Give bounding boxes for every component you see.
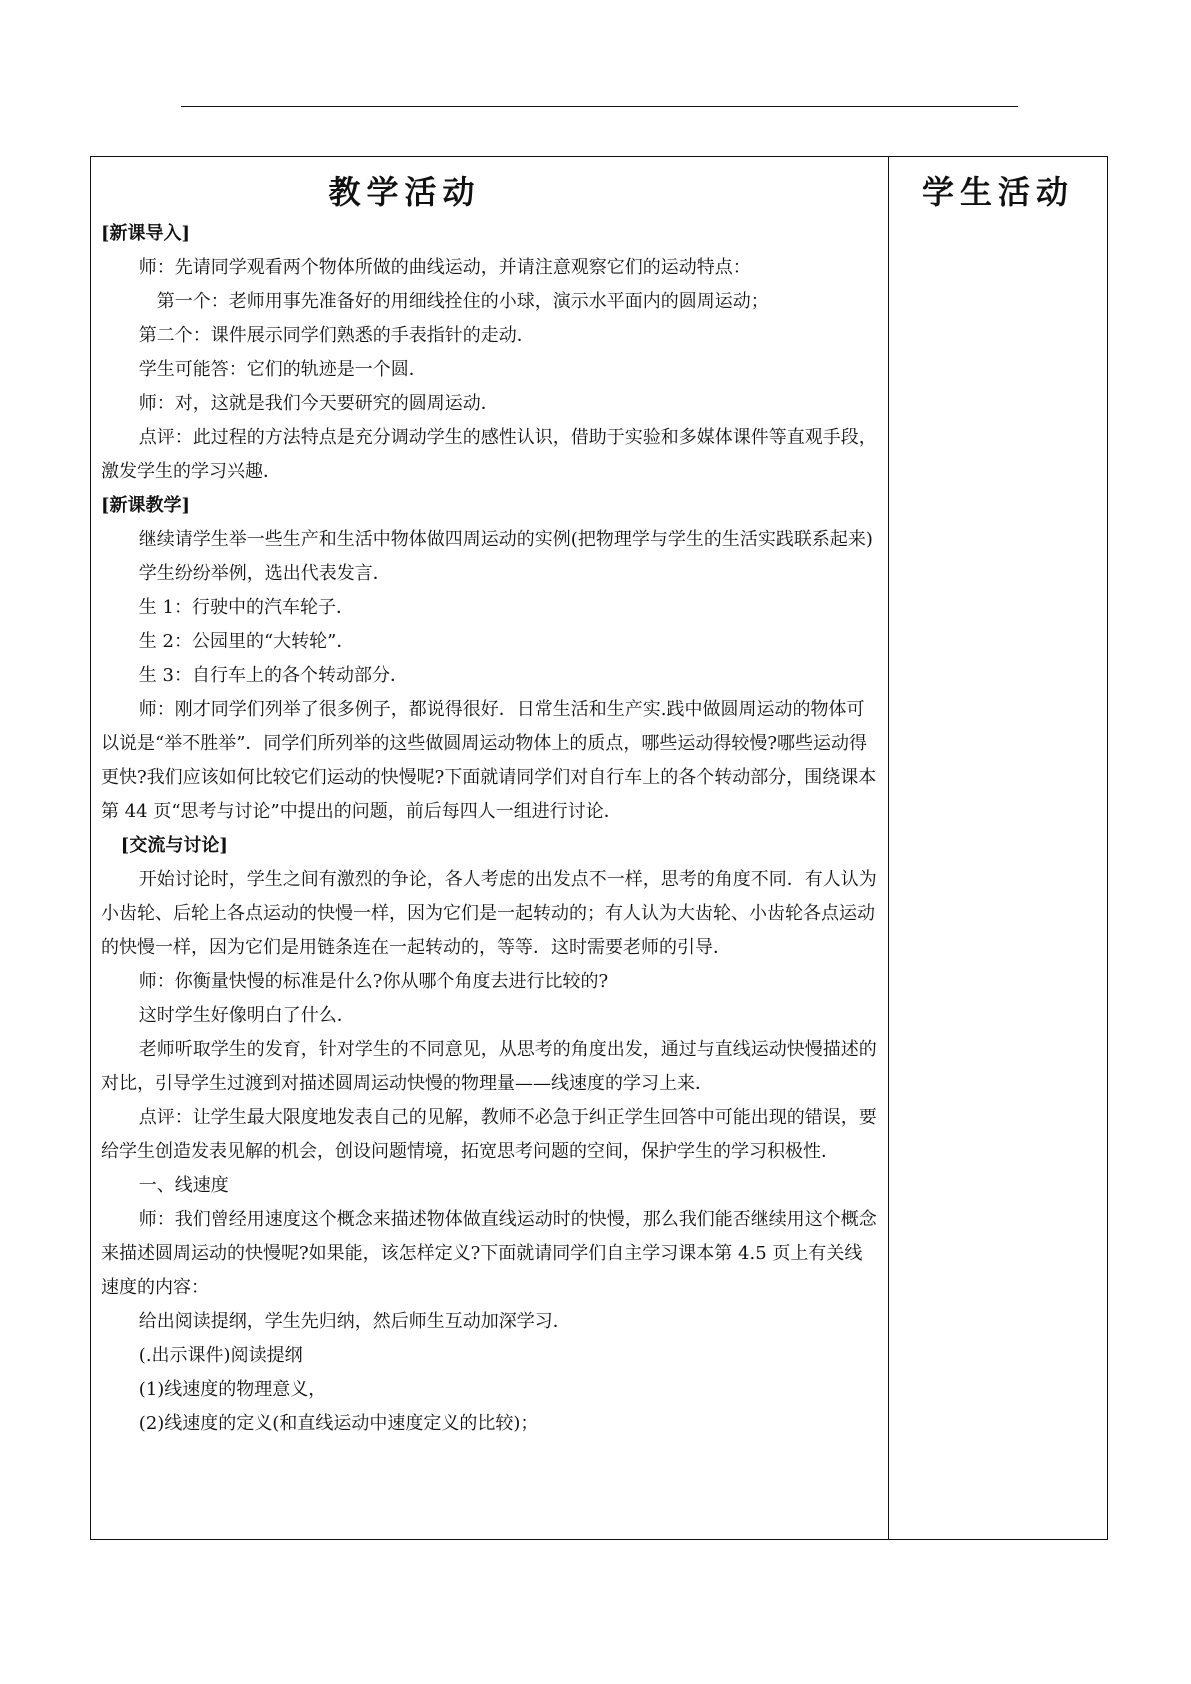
paragraph: 老师听取学生的发育，针对学生的不同意见，从思考的角度出发，通过与直线运动快慢描述的对比，引导学生过渡到对描述圆周运动快慢的物理量——线速度的学习上来． [101,1039,877,1094]
teacher-activity-text [91,217,888,1441]
teacher-activity-heading: 教学活动 [328,173,481,211]
paragraph: (1)线速度的物理意义， [138,1379,327,1400]
paragraph: 一、线速度 [138,1175,229,1196]
lesson-table [90,156,1108,1540]
paragraph: (2)线速度的定义(和直线运动中速度定义的比较)； [138,1413,539,1434]
student-activity-heading: 学生活动 [921,173,1074,211]
paragraph: 师：先请同学观看两个物体所做的曲线运动，并请注意观察它们的运动特点： [138,257,751,278]
paragraph: 学生可能答：它们的轨迹是一个圆． [138,359,427,380]
paragraph: 师：刚才同学们列举了很多例子，都说得很好．日常生活和生产实.践中做圆周运动的物体可以说是“举不胜举”．同学们所列举的这些做圆周运动物体上的质点，哪些运动得较慢?哪些运动得更快?我们应该如何比较它们运动的快慢呢?下面就请同学们对自行车上的各个转动部分，围绕课本第 44 页“思考与讨论”中提出的问题，前后每四人一组进行讨论． [101,699,877,822]
paragraph: 给出阅读提纲，学生先归纳，然后师生互动加深学习． [138,1311,571,1332]
paragraph: (.出示课件)阅读提纲 [138,1345,303,1366]
paragraph: 生 2：公园里的“大转轮”． [138,631,355,652]
paragraph: 师：我们曾经用速度这个概念来描述物体做直线运动时的快慢，那么我们能否继续用这个概念来描述圆周运动的快慢呢?如果能，该怎样定义?下面就请同学们自主学习课本第 4.5 页上有关线速度的内容： [101,1209,877,1298]
paragraph: 第二个：课件展示同学们熟悉的手表指针的走动． [138,325,535,346]
student-activity-column [889,157,1108,1540]
paragraph: 生 1：行驶中的汽车轮子． [138,597,354,618]
section-heading: [新课导入] [101,223,191,244]
paragraph: 这时学生好像明白了什么． [138,1005,355,1026]
paragraph: 继续请学生举一些生产和生活中物体做四周运动的实例(把物理学与学生的生活实践联系起来) [138,529,873,550]
teacher-activity-column [91,157,889,1540]
section-heading: [新课教学] [101,495,191,516]
section-heading: [交流与讨论] [120,835,228,856]
paragraph: 师：你衡量快慢的标准是什么?你从哪个角度去进行比较的? [138,971,609,992]
paragraph: 开始讨论时，学生之间有激烈的争论，各人考虑的出发点不一样，思考的角度不同．有人认为小齿轮、后轮上各点运动的快慢一样，因为它们是一起转动的；有人认为大齿轮、小齿轮各点运动的快慢一样，因为它们是用链条连在一起转动的，等等．这时需要老师的引导． [101,869,877,958]
paragraph: 点评：让学生最大限度地发表自己的见解，教师不必急于纠正学生回答中可能出现的错误，要给学生创造发表见解的机会，创设问题情境，拓宽思考问题的空间，保护学生的学习积极性． [101,1107,877,1162]
header-rule [181,106,1018,107]
paragraph: 生 3：自行车上的各个转动部分． [138,665,408,686]
paragraph: 第一个：老师用事先准备好的用细线拴住的小球，演示水平面内的圆周运动； [156,291,769,312]
paragraph: 学生纷纷举例，选出代表发言． [138,563,391,584]
paragraph: 点评：此过程的方法特点是充分调动学生的感性认识，借助于实验和多媒体课件等直观手段，激发学生的学习兴趣． [101,427,877,482]
paragraph: 师：对，这就是我们今天要研究的圆周运动． [138,393,499,414]
